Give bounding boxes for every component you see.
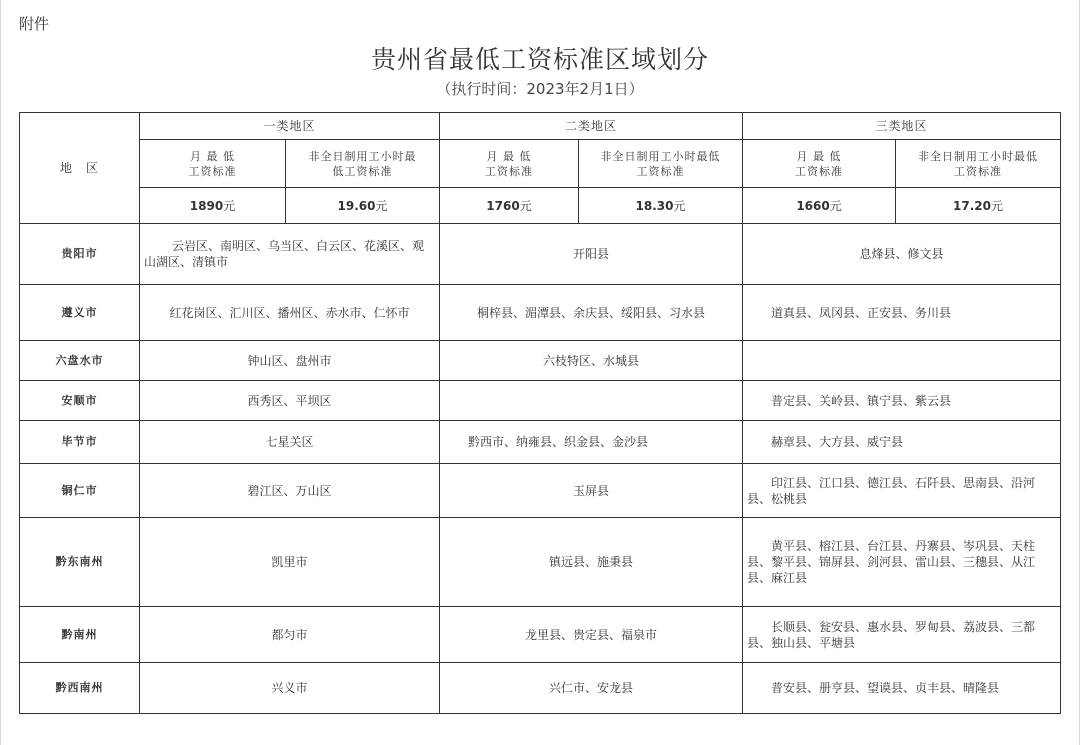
table-row	[20, 285, 1061, 341]
city-name: 黔东南州	[20, 518, 140, 607]
class-1-areas: 七星关区	[140, 421, 440, 464]
class-3-areas: 息烽县、修文县	[743, 224, 1061, 285]
page-border-left	[0, 0, 1, 745]
class-3-areas: 普定县、关岭县、镇宁县、紫云县	[743, 381, 1061, 421]
class-1-areas: 兴义市	[140, 663, 440, 714]
class-3-hourly-wage: 17.20元	[896, 188, 1061, 224]
attachment-label: 附件	[19, 15, 50, 33]
class-3-monthly-header: 月 最 低 工资标准	[743, 140, 896, 188]
class-2-areas	[440, 381, 743, 421]
class-2-areas: 玉屏县	[440, 464, 743, 518]
table-row	[20, 518, 1061, 607]
city-name: 黔西南州	[20, 663, 140, 714]
city-name: 黔南州	[20, 607, 140, 663]
header-row-classes	[20, 113, 1061, 140]
class-1-monthly-header: 月 最 低 工资标准	[140, 140, 286, 188]
class-1-areas: 红花岗区、汇川区、播州区、赤水市、仁怀市	[140, 285, 440, 341]
city-name: 遵义市	[20, 285, 140, 341]
table-row	[20, 341, 1061, 381]
class-2-monthly-header: 月 最 低 工资标准	[440, 140, 579, 188]
class-1-hourly-wage: 19.60元	[286, 188, 440, 224]
class-3-areas: 道真县、凤冈县、正安县、务川县	[743, 285, 1061, 341]
class-3-areas: 普安县、册亨县、望谟县、贞丰县、晴隆县	[743, 663, 1061, 714]
class-3-header: 三类地区	[743, 113, 1061, 140]
region-header: 地 区	[20, 113, 140, 224]
header-row-types	[20, 140, 1061, 188]
class-1-areas: 都匀市	[140, 607, 440, 663]
class-3-areas	[743, 341, 1061, 381]
city-name: 贵阳市	[20, 224, 140, 285]
table-row	[20, 381, 1061, 421]
class-3-hourly-header: 非全日制用工小时最低 工资标准	[896, 140, 1061, 188]
class-1-areas: 云岩区、南明区、乌当区、白云区、花溪区、观山湖区、清镇市	[140, 224, 440, 285]
class-2-areas: 兴仁市、安龙县	[440, 663, 743, 714]
city-name: 毕节市	[20, 421, 140, 464]
class-1-areas: 钟山区、盘州市	[140, 341, 440, 381]
class-1-monthly-wage: 1890元	[140, 188, 286, 224]
class-2-areas: 龙里县、贵定县、福泉市	[440, 607, 743, 663]
class-2-areas: 黔西市、纳雍县、织金县、金沙县	[440, 421, 743, 464]
class-2-areas: 镇远县、施秉县	[440, 518, 743, 607]
class-2-hourly-wage: 18.30元	[579, 188, 743, 224]
class-2-areas: 六枝特区、水城县	[440, 341, 743, 381]
table-row	[20, 607, 1061, 663]
class-2-areas: 开阳县	[440, 224, 743, 285]
class-2-monthly-wage: 1760元	[440, 188, 579, 224]
table-row	[20, 224, 1061, 285]
class-1-areas: 西秀区、平坝区	[140, 381, 440, 421]
class-3-monthly-wage: 1660元	[743, 188, 896, 224]
class-3-areas: 长顺县、瓮安县、惠水县、罗甸县、荔波县、三都县、独山县、平塘县	[743, 607, 1061, 663]
class-3-areas: 赫章县、大方县、威宁县	[743, 421, 1061, 464]
document-subtitle: （执行时间：2023年2月1日）	[436, 80, 644, 98]
table-row	[20, 421, 1061, 464]
class-2-hourly-header: 非全日制用工小时最低 工资标准	[579, 140, 743, 188]
wage-values-row	[20, 188, 1061, 224]
class-2-areas: 桐梓县、湄潭县、余庆县、绥阳县、习水县	[440, 285, 743, 341]
wage-zone-table	[19, 112, 1061, 714]
document-title: 贵州省最低工资标准区域划分	[370, 45, 709, 74]
class-1-areas: 碧江区、万山区	[140, 464, 440, 518]
table-row	[20, 663, 1061, 714]
class-1-hourly-header: 非全日制用工小时最 低工资标准	[286, 140, 440, 188]
class-3-areas: 印江县、江口县、德江县、石阡县、思南县、沿河县、松桃县	[743, 464, 1061, 518]
city-name: 六盘水市	[20, 341, 140, 381]
class-1-header: 一类地区	[140, 113, 440, 140]
table-row	[20, 464, 1061, 518]
class-2-header: 二类地区	[440, 113, 743, 140]
city-name: 铜仁市	[20, 464, 140, 518]
class-3-areas: 黄平县、榕江县、台江县、丹寨县、岑巩县、天柱县、黎平县、锦屏县、剑河县、雷山县、三穗县、从江县、麻江县	[743, 518, 1061, 607]
city-name: 安顺市	[20, 381, 140, 421]
class-1-areas: 凯里市	[140, 518, 440, 607]
